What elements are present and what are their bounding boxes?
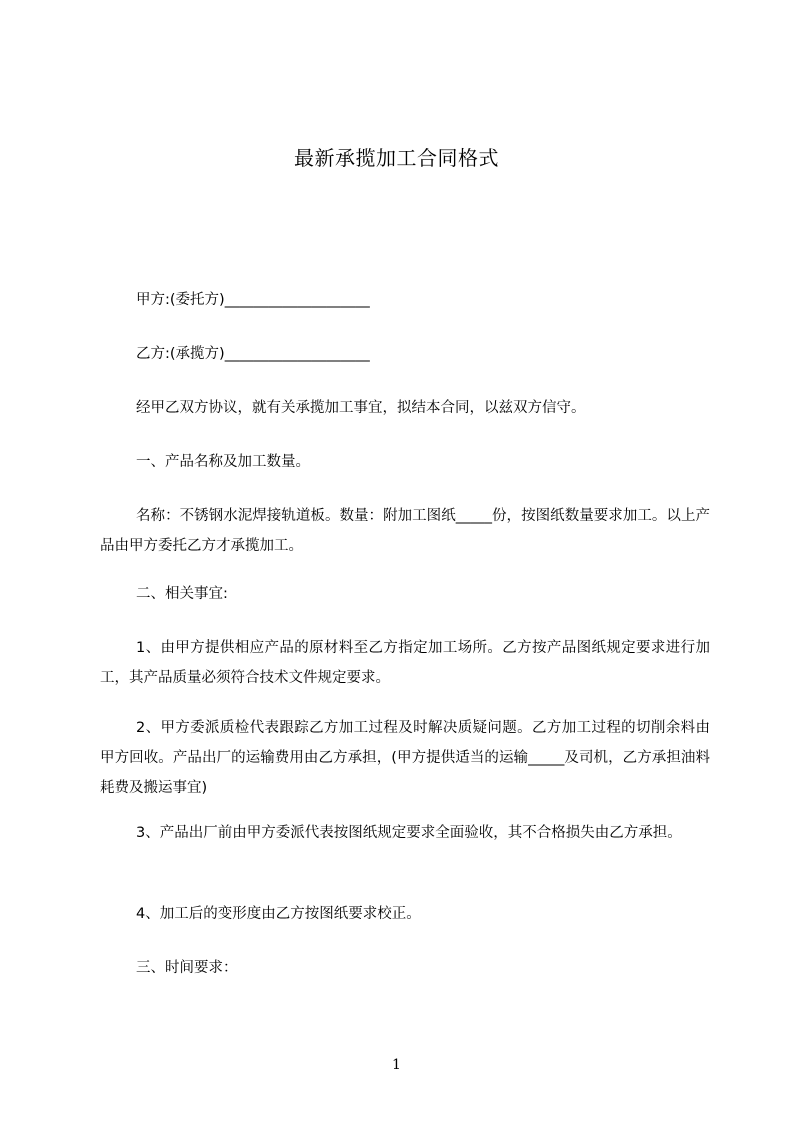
document-title: 最新承揽加工合同格式	[294, 146, 499, 170]
page-number: 1	[392, 1057, 401, 1073]
section-3-heading: 三、时间要求：	[136, 960, 238, 976]
section-2-item-1: 1、由甲方提供相应产品的原材料至乙方指定加工场所。乙方按产品图纸规定要求进行加工，其产品质量必须符合技术文件规定要求。	[100, 640, 710, 686]
section-1-text: 名称：不锈钢水泥焊接轨道板。数量：附加工图纸_____份，按图纸数量要求加工。以上产品由甲方委托乙方才承揽加工。	[100, 508, 710, 554]
intro-paragraph: 经甲乙双方协议，就有关承揽加工事宜，拟结本合同，以兹双方信守。	[136, 400, 586, 416]
party-b-line: 乙方:(承揽方)____________________	[136, 346, 370, 362]
section-2-item-4: 4、加工后的变形度由乙方按图纸要求校正。	[136, 906, 421, 922]
section-2-item-2: 2、甲方委派质检代表跟踪乙方加工过程及时解决质疑问题。乙方加工过程的切削余料由甲方回收。产品出厂的运输费用由乙方承担，(甲方提供适当的运输_____及司机，乙方承担油料耗费及搬运事宜)	[100, 720, 710, 796]
section-2-heading: 二、相关事宜:	[136, 586, 228, 602]
section-2-item-3: 3、产品出厂前由甲方委派代表按图纸规定要求全面验收，其不合格损失由乙方承担。	[136, 825, 682, 841]
section-1-heading: 一、产品名称及加工数量。	[136, 454, 310, 470]
party-a-line: 甲方:(委托方)____________________	[136, 292, 370, 308]
